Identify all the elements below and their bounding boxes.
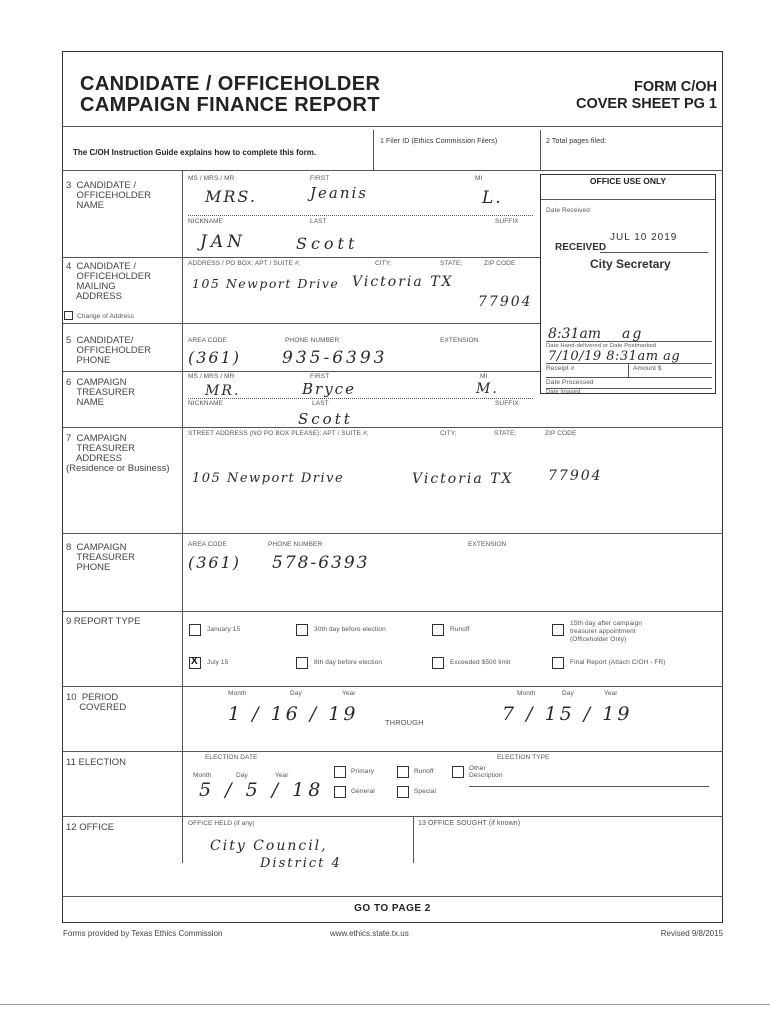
s10-from-month-label: Month [228, 690, 247, 697]
received-stamp: RECEIVED [555, 242, 607, 253]
date-received-label: Date Received [546, 207, 590, 214]
s10-to-year-label: Year [604, 690, 618, 697]
election-type-special-label: Special [414, 788, 437, 795]
scan-edge-line [0, 1004, 770, 1005]
s6-prefix-value: MR. [205, 383, 241, 399]
office-use-title: OFFICE USE ONLY [589, 176, 667, 186]
date-imaged-label: Date Imaged [546, 389, 581, 395]
report-type-january15-checkbox[interactable] [189, 624, 201, 636]
s7-city-label: CITY; [440, 430, 457, 437]
s3-last-value: Scott [296, 234, 359, 253]
report-type-8th-day-label: 8th day before election [314, 659, 383, 666]
section5-label: 5 CANDIDATE/ OFFICEHOLDER PHONE [66, 335, 151, 366]
s11-year-label: Year [275, 772, 289, 779]
receipt-label: Receipt # [546, 365, 575, 372]
s4-state-label: STATE; [440, 260, 463, 267]
election-type-other-checkbox[interactable] [452, 766, 464, 778]
s10-from-day-label: Day [290, 690, 302, 697]
section3-label: 3 CANDIDATE / OFFICEHOLDER NAME [66, 180, 151, 211]
election-type-primary-label: Primary [351, 768, 375, 775]
s3-suffix-label: SUFFIX [495, 218, 519, 225]
section4-label: 4 CANDIDATE / OFFICEHOLDER MAILING ADDRESS [66, 261, 151, 302]
s6-prefix-label: MS / MRS / MR [188, 373, 235, 380]
s10-to-month-label: Month [517, 690, 536, 697]
received-initials-handwritten: ag [622, 326, 644, 342]
s7-city-value: Victoria TX [412, 471, 514, 487]
change-of-address-checkbox[interactable] [64, 311, 73, 320]
report-type-8th-day-checkbox[interactable] [296, 657, 308, 669]
s8-phone-label: PHONE NUMBER [268, 541, 323, 548]
footer-revised: Revised 9/8/2015 [660, 929, 723, 938]
election-type-general-checkbox[interactable] [334, 786, 346, 798]
s4-city-value: Victoria TX [352, 274, 454, 290]
amount-label: Amount $ [633, 365, 662, 372]
change-of-address-label: Change of Address [77, 313, 134, 320]
s7-state-label: STATE; [494, 430, 517, 437]
s3-mi-label: MI [475, 175, 483, 182]
form-id-line1: FORM C/OH [634, 79, 717, 95]
section8-label: 8 CAMPAIGN TREASURER PHONE [66, 542, 135, 573]
s5-area-value: (361) [188, 348, 242, 367]
s6-last-value: Scott [298, 410, 353, 428]
s5-ext-label: EXTENSION [440, 337, 479, 344]
form-id-line2: COVER SHEET PG 1 [575, 96, 717, 112]
s3-last-label: LAST [310, 218, 327, 225]
section7-label: 7 CAMPAIGN TREASURER ADDRESS (Residence or Business) [66, 433, 170, 474]
report-type-exceeded-label: Exceeded $500 limit [450, 659, 511, 666]
s11-date-value: 5 / 5 / 18 [199, 779, 325, 801]
section12-label: 12 OFFICE [66, 822, 115, 833]
s11-month-label: Month [193, 772, 212, 779]
s10-from-year-label: Year [342, 690, 356, 697]
s7-zip-value: 77904 [548, 468, 603, 484]
s6-nickname-label: NICKNAME [188, 400, 224, 407]
report-type-30th-day-checkbox[interactable] [296, 624, 308, 636]
footer-provider: Forms provided by Texas Ethics Commission [63, 929, 223, 938]
s11-day-label: Day [236, 772, 248, 779]
s10-from-value: 1 / 16 / 19 [228, 703, 359, 725]
s4-zip-label: ZIP CODE [484, 260, 516, 267]
received-date-stamp: JUL 10 2019 [610, 232, 678, 243]
report-type-exceeded-checkbox[interactable] [432, 657, 444, 669]
s3-prefix-label: MS / MRS / MR [188, 175, 235, 182]
s7-zip-label: ZIP CODE [545, 430, 577, 437]
s10-to-value: 7 / 15 / 19 [502, 703, 633, 725]
s7-street-value: 105 Newport Drive [192, 471, 345, 486]
s5-phone-value: 935-6393 [282, 348, 388, 368]
s6-last-label: LAST [312, 400, 329, 407]
s4-address-label: ADDRESS / PO BOX; APT / SUITE #; [188, 260, 301, 267]
total-pages-label: 2 Total pages filed: [546, 138, 607, 145]
s3-first-value: Jeanis [310, 184, 368, 202]
report-type-january15-label: January 15 [207, 626, 241, 633]
s4-zip-value: 77904 [478, 294, 533, 310]
instructions-text: The C/OH Instruction Guide explains how to complete this form. [73, 148, 317, 157]
s5-area-label: AREA CODE [188, 337, 227, 344]
s10-through-label: THROUGH [385, 718, 424, 727]
election-type-general-label: General [351, 788, 375, 795]
election-type-special-checkbox[interactable] [397, 786, 409, 798]
go-to-page-2: GO TO PAGE 2 [354, 903, 431, 914]
s11-date-label: ELECTION DATE [205, 754, 258, 761]
filer-id-label: 1 Filer ID (Ethics Commission Filers) [380, 138, 498, 145]
report-type-july15-label: July 15 [207, 659, 229, 666]
form-title-line2: CAMPAIGN FINANCE REPORT [80, 94, 380, 116]
s13-sought-label: 13 OFFICE SOUGHT (if known) [418, 820, 521, 827]
form-title-line1: CANDIDATE / OFFICEHOLDER [80, 73, 381, 95]
s3-nickname-value: JAN [200, 232, 246, 252]
s5-phone-label: PHONE NUMBER [285, 337, 340, 344]
s7-address-label: STREET ADDRESS (NO PO BOX PLEASE); APT / SUITE #; [188, 430, 369, 437]
section6-label: 6 CAMPAIGN TREASURER NAME [66, 377, 135, 408]
received-time-handwritten: 8:31am [548, 326, 602, 342]
report-type-30th-day-label: 30th day before election [314, 626, 386, 633]
hand-delivered-label: Date Hand-delivered or Date Postmarked [546, 343, 657, 349]
report-type-final-label: Final Report (Attach C/OH - FR) [570, 659, 666, 666]
election-type-runoff-label: Runoff [414, 768, 434, 775]
s12-held-line2: District 4 [260, 856, 342, 871]
s4-street-value: 105 Newport Drive [192, 276, 340, 291]
report-type-final-checkbox[interactable] [552, 657, 564, 669]
section10-label: 10 PERIOD COVERED [66, 692, 127, 713]
s8-phone-value: 578-6393 [272, 553, 370, 573]
s3-mi-value: L. [482, 188, 503, 208]
s6-first-label: FIRST [310, 373, 330, 380]
report-type-15th-day-label: 15th day after campaign treasurer appointment (Officeholder Only) [570, 620, 643, 643]
hand-delivered-handwritten: 7/10/19 8:31am ag [548, 349, 681, 364]
s12-held-line1: City Council, [210, 838, 328, 854]
section9-label: 9 REPORT TYPE [66, 616, 141, 627]
report-type-15th-day-checkbox[interactable] [552, 624, 564, 636]
s6-mi-value: M. [476, 381, 499, 397]
s3-nickname-label: NICKNAME [188, 218, 224, 225]
election-type-other-label: Other Description [469, 765, 503, 779]
footer-website: www.ethics.state.tx.us [330, 929, 409, 938]
election-type-primary-checkbox[interactable] [334, 766, 346, 778]
city-secretary-stamp: City Secretary [590, 257, 671, 271]
s10-to-day-label: Day [562, 690, 574, 697]
s8-ext-label: EXTENSION [468, 541, 507, 548]
election-type-runoff-checkbox[interactable] [397, 766, 409, 778]
s3-first-label: FIRST [310, 175, 330, 182]
s8-area-value: (361) [188, 553, 242, 572]
s11-type-label: ELECTION TYPE [497, 754, 550, 761]
report-type-july15-check-mark: X [191, 656, 198, 667]
date-processed-label: Date Processed [546, 379, 594, 386]
s6-mi-label: MI [480, 373, 488, 380]
s3-prefix-value: MRS. [205, 187, 257, 206]
s8-area-label: AREA CODE [188, 541, 227, 548]
s4-city-label: CITY; [375, 260, 392, 267]
s6-first-value: Bryce [302, 380, 356, 398]
report-type-runoff-checkbox[interactable] [432, 624, 444, 636]
section11-label: 11 ELECTION [66, 757, 127, 768]
report-type-runoff-label: Runoff [450, 626, 470, 633]
s6-suffix-label: SUFFIX [495, 400, 519, 407]
s12-held-label: OFFICE HELD (if any) [188, 820, 255, 827]
